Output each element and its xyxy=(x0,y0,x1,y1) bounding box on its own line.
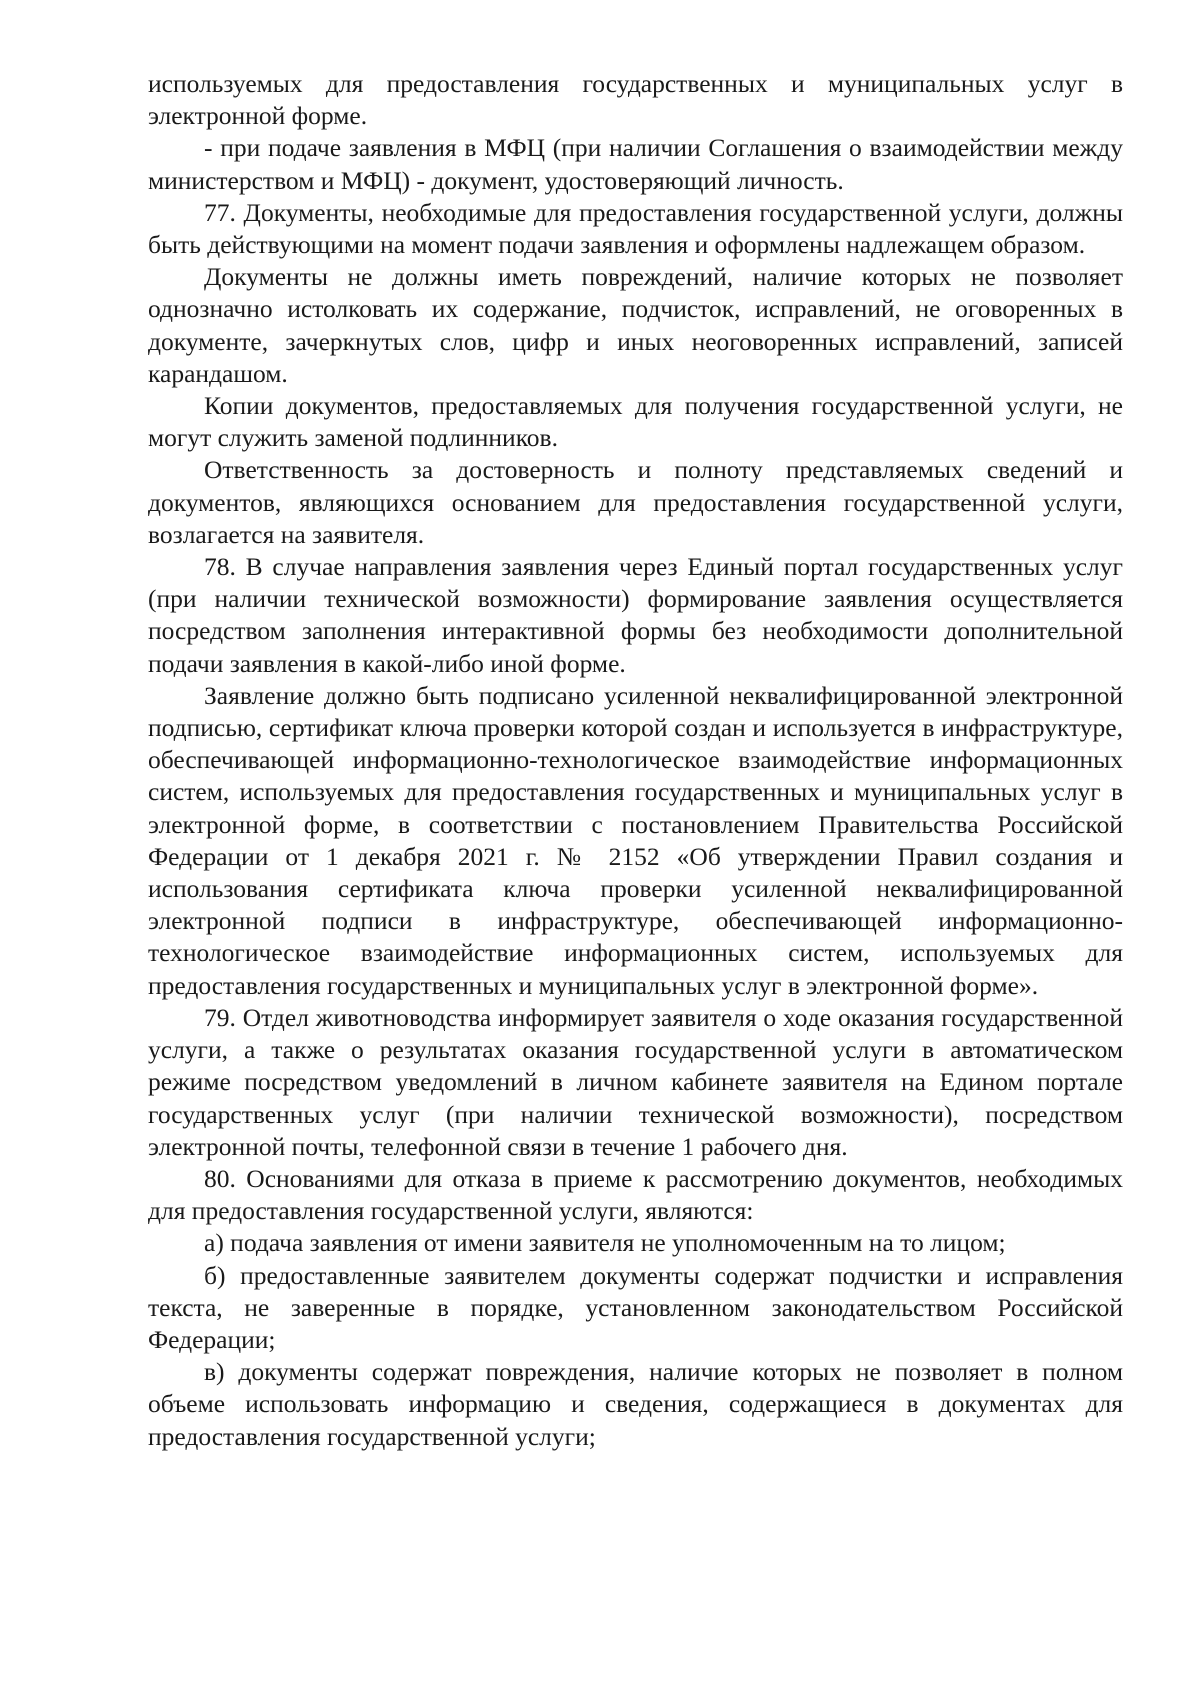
list-item-b: б) предоставленные заявителем документы содержат подчистки и исправления текста, не заверенные в порядке, установленном законодательством Российской Федерации; xyxy=(148,1260,1123,1354)
paragraph-79: 79. Отдел животноводства информирует заявителя о ходе оказания государственной услуги, а также о результатах оказания государственной услуги в автоматическом режиме посредством уведомлений в личном кабинете заявителя на Едином портале государственных услуг (при наличии технической возможности), посредством электронной почты, телефонной связи в течение 1 рабочего дня. xyxy=(148,1002,1123,1161)
paragraph-80: 80. Основаниями для отказа в приеме к рассмотрению документов, необходимых для предоставления государственной услуги, являются: xyxy=(148,1163,1123,1226)
paragraph-copies: Копии документов, предоставляемых для получения государственной услуги, не могут служить заменой подлинников. xyxy=(148,391,1123,453)
list-item-v: в) документы содержат повреждения, наличие которых не позволяет в полном объеме использовать информацию и сведения, содержащиеся в документах для предоставления государственной услуги; xyxy=(148,1357,1123,1451)
document-page xyxy=(148,68,1123,1453)
paragraph-78: 78. В случае направления заявления через Единый портал государственных услуг (при наличии технической возможности) формирование заявления осуществляется посредством заполнения интерактивной формы без необходимости дополнительной подачи заявления в какой-либо иной форме. xyxy=(148,552,1123,678)
paragraph-responsibility: Ответственность за достоверность и полноту представляемых сведений и документов, являющихся основанием для предоставления государственной услуги, возлагается на заявителя. xyxy=(148,455,1123,549)
paragraph-mfc-identity: - при подаче заявления в МФЦ (при наличии Соглашения о взаимодействии между министерством и МФЦ) - документ, удостоверяющий личность. xyxy=(148,133,1123,195)
paragraph-signature: Заявление должно быть подписано усиленной неквалифицированной электронной подписью, сертификат ключа проверки которой создан и используется в инфраструктуре, обеспечивающей информационно-технологическое взаимодействие информационных систем, используемых для предоставления государственных и муниципальных услуг в электронной форме, в соответствии с постановлением Правительства Российской Федерации от 1 декабря 2021 г. № 2152 «Об утверждении Правил создания и использования сертификата ключа проверки усиленной неквалифицированной электронной подписи в инфраструктуре, обеспечивающей информационно-технологическое взаимодействие информационных систем, используемых для предоставления государственных и муниципальных услуг в электронной форме». xyxy=(148,680,1123,1000)
paragraph-continuation: используемых для предоставления государственных и муниципальных услуг в электронной форме. xyxy=(148,69,1123,131)
list-item-a: а) подача заявления от имени заявителя не уполномоченным на то лицом; xyxy=(204,1228,1006,1258)
paragraph-77: 77. Документы, необходимые для предоставления государственной услуги, должны быть действующими на момент подачи заявления и оформлены надлежащем образом. xyxy=(148,197,1123,260)
paragraph-damage-requirements: Документы не должны иметь повреждений, наличие которых не позволяет однозначно истолковать их содержание, подчисток, исправлений, не оговоренных в документе, зачеркнутых слов, цифр и иных неоговоренных исправлений, записей карандашом. xyxy=(148,262,1123,388)
